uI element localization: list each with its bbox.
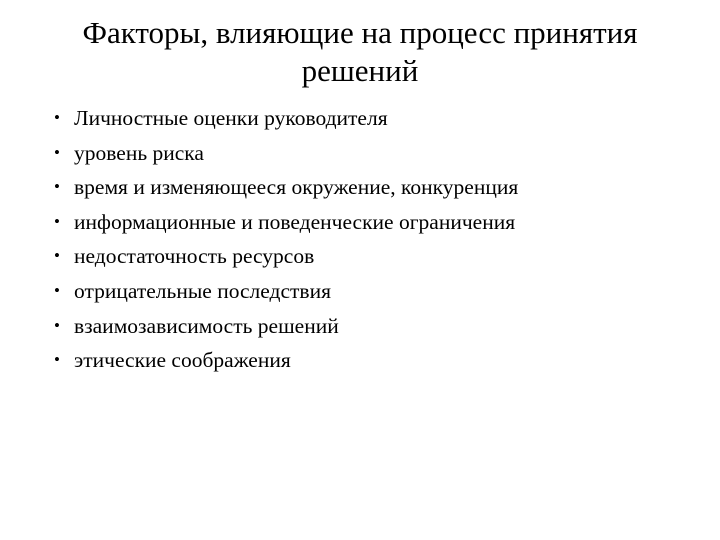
list-item-label: этические соображения: [74, 348, 291, 373]
list-item-label: уровень риска: [74, 140, 204, 165]
page-title: Факторы, влияющие на процесс принятия решений: [82, 15, 638, 89]
bullet-icon: •: [54, 350, 60, 370]
list-item-label: информационные и поведенческие ограничения: [74, 209, 516, 234]
bullet-icon: •: [54, 142, 60, 162]
bullet-icon: •: [54, 280, 60, 300]
bullet-icon: •: [54, 315, 60, 335]
list-item: [40, 277, 680, 306]
list-item: [40, 312, 680, 341]
list-item: [40, 242, 680, 271]
list-item-label: отрицательные последствия: [74, 278, 331, 303]
list-item: [40, 173, 680, 202]
list-item-label: взаимозависимость решений: [74, 313, 339, 338]
bullet-icon: •: [54, 177, 60, 197]
bullet-icon: •: [54, 246, 60, 266]
list-item: [40, 346, 680, 375]
list-item: [40, 208, 680, 237]
bullet-icon: •: [54, 211, 60, 231]
list-item: [40, 139, 680, 168]
list-item-label: Личностные оценки руководителя: [74, 106, 388, 130]
bullet-icon: •: [54, 108, 60, 127]
list-item-label: недостаточность ресурсов: [74, 244, 315, 269]
list-item: [40, 104, 680, 133]
bullet-list: [40, 104, 680, 381]
list-item-label: время и изменяющееся окружение, конкуренция: [74, 175, 519, 200]
